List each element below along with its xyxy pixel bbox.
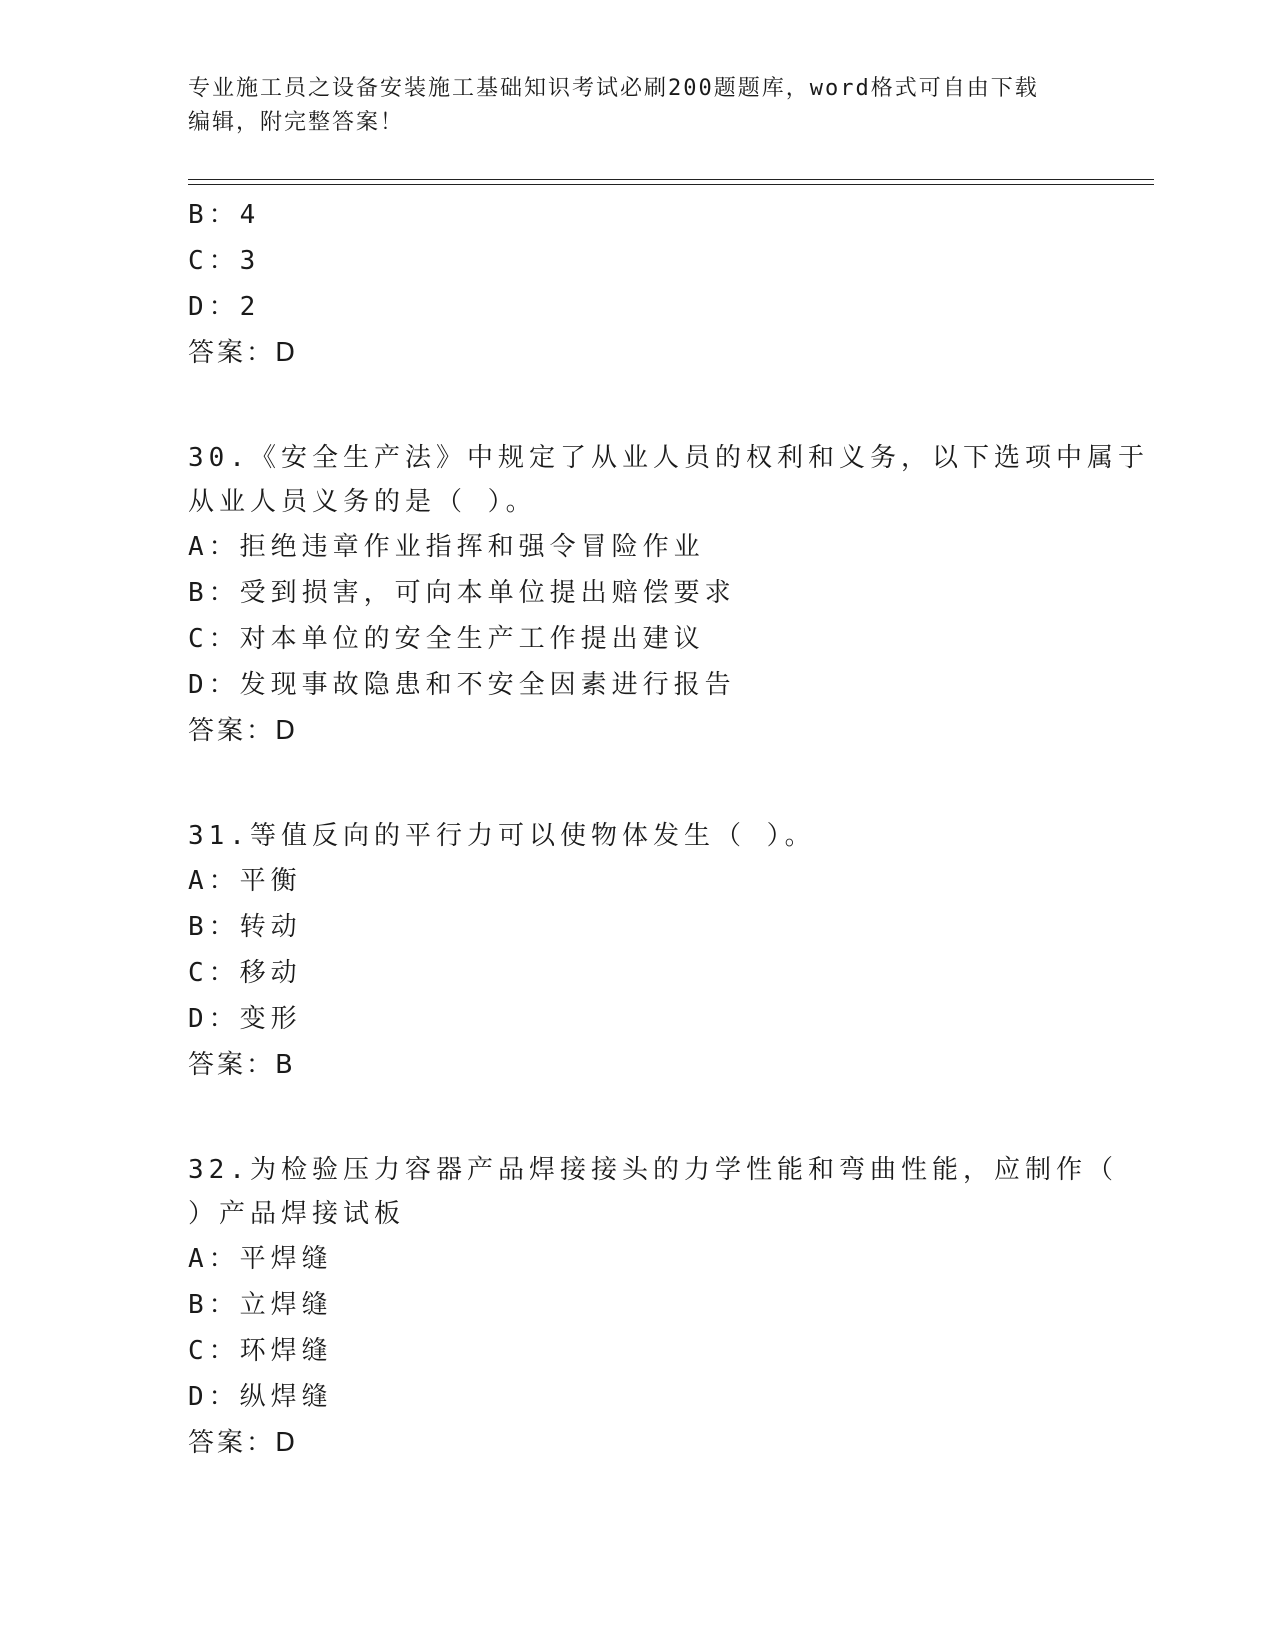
option-b: B：受到损害，可向本单位提出赔偿要求: [188, 578, 736, 608]
spacer: [188, 376, 1088, 436]
option-b: B：转动: [188, 912, 302, 942]
option-d: D：2: [188, 292, 261, 322]
option-d: D：发现事故隐患和不安全因素进行报告: [188, 670, 736, 700]
question-32-block: [188, 1148, 1118, 1466]
document-header: [188, 72, 1088, 140]
spacer: [188, 1088, 1088, 1148]
answer-line: 答案：D: [188, 1428, 299, 1458]
answer-line: 答案：B: [188, 1050, 296, 1080]
question-stem-continued: 从业人员义务的是（ ）。: [188, 487, 537, 517]
answer-line: 答案：D: [188, 338, 299, 368]
answer-line: 答案：D: [188, 716, 299, 746]
question-list: [188, 192, 1149, 1466]
option-c: C：移动: [188, 958, 302, 988]
option-a: A：平衡: [188, 866, 302, 896]
option-a: A：拒绝违章作业指挥和强令冒险作业: [188, 532, 705, 562]
question-stem: 32.为检验压力容器产品焊接接头的力学性能和弯曲性能，应制作（: [188, 1155, 1118, 1185]
question-31-block: [188, 814, 1088, 1088]
option-b: B：立焊缝: [188, 1290, 333, 1320]
question-stem: 30.《安全生产法》中规定了从业人员的权利和义务，以下选项中属于: [188, 443, 1149, 473]
option-c: C：3: [188, 246, 261, 276]
header-divider-top: [188, 179, 1154, 180]
header-line-1: 专业施工员之设备安装施工基础知识考试必刷200题题库，word格式可自由下载: [188, 76, 1039, 101]
option-b: B：4: [188, 200, 261, 230]
header-line-2: 编辑，附完整答案！: [188, 110, 405, 135]
question-stem: 31.等值反向的平行力可以使物体发生（ ）。: [188, 821, 816, 851]
option-c: C：环焊缝: [188, 1336, 333, 1366]
question-29-block: [188, 192, 1088, 376]
spacer: [188, 754, 1088, 814]
option-d: D：纵焊缝: [188, 1382, 333, 1412]
header-divider-bottom: [188, 184, 1154, 185]
option-d: D：变形: [188, 1004, 302, 1034]
question-30-block: [188, 436, 1149, 754]
option-a: A：平焊缝: [188, 1244, 333, 1274]
option-c: C：对本单位的安全生产工作提出建议: [188, 624, 705, 654]
question-stem-continued: ）产品焊接试板: [188, 1199, 406, 1229]
